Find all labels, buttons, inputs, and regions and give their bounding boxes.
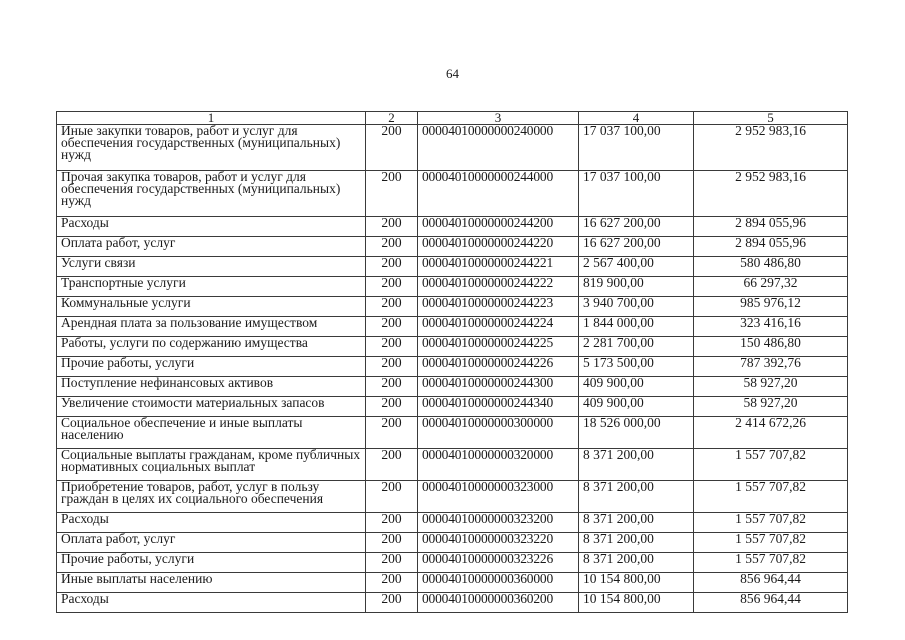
row-code-cell: 200 bbox=[366, 553, 418, 573]
row-name-cell: Прочие работы, услуги bbox=[57, 553, 366, 573]
row-code-cell: 200 bbox=[366, 171, 418, 217]
row-classification-code-cell: 00004010000000244223 bbox=[418, 297, 579, 317]
row-planned-amount-cell: 18 526 000,00 bbox=[579, 417, 694, 449]
table-row bbox=[57, 593, 848, 613]
row-executed-amount-cell: 2 952 983,16 bbox=[694, 125, 848, 171]
table-row bbox=[57, 217, 848, 237]
row-classification-code-cell: 00004010000000320000 bbox=[418, 449, 579, 481]
row-executed-amount-cell: 1 557 707,82 bbox=[694, 513, 848, 533]
row-planned-amount-cell: 409 900,00 bbox=[579, 377, 694, 397]
row-code-cell: 200 bbox=[366, 397, 418, 417]
row-planned-amount-cell: 409 900,00 bbox=[579, 397, 694, 417]
row-code-cell: 200 bbox=[366, 317, 418, 337]
row-executed-amount-cell: 1 557 707,82 bbox=[694, 449, 848, 481]
row-planned-amount-cell: 16 627 200,00 bbox=[579, 217, 694, 237]
row-code-cell: 200 bbox=[366, 217, 418, 237]
row-executed-amount-cell: 985 976,12 bbox=[694, 297, 848, 317]
row-name-cell: Расходы bbox=[57, 593, 366, 613]
row-classification-code-cell: 00004010000000244300 bbox=[418, 377, 579, 397]
row-planned-amount-cell: 5 173 500,00 bbox=[579, 357, 694, 377]
row-classification-code-cell: 00004010000000244200 bbox=[418, 217, 579, 237]
row-planned-amount-cell: 17 037 100,00 bbox=[579, 171, 694, 217]
row-executed-amount-cell: 787 392,76 bbox=[694, 357, 848, 377]
row-name-cell: Поступление нефинансовых активов bbox=[57, 377, 366, 397]
table-row bbox=[57, 337, 848, 357]
row-code-cell: 200 bbox=[366, 237, 418, 257]
row-classification-code-cell: 00004010000000244220 bbox=[418, 237, 579, 257]
row-planned-amount-cell: 8 371 200,00 bbox=[579, 513, 694, 533]
row-name-cell: Прочие работы, услуги bbox=[57, 357, 366, 377]
row-executed-amount-cell: 580 486,80 bbox=[694, 257, 848, 277]
row-code-cell: 200 bbox=[366, 357, 418, 377]
row-executed-amount-cell: 856 964,44 bbox=[694, 573, 848, 593]
row-classification-code-cell: 00004010000000360200 bbox=[418, 593, 579, 613]
row-executed-amount-cell: 1 557 707,82 bbox=[694, 481, 848, 513]
table-row bbox=[57, 171, 848, 217]
row-planned-amount-cell: 10 154 800,00 bbox=[579, 593, 694, 613]
row-classification-code-cell: 00004010000000244225 bbox=[418, 337, 579, 357]
row-name-cell: Арендная плата за пользование имуществом bbox=[57, 317, 366, 337]
row-code-cell: 200 bbox=[366, 449, 418, 481]
row-planned-amount-cell: 8 371 200,00 bbox=[579, 533, 694, 553]
row-name-cell: Расходы bbox=[57, 513, 366, 533]
row-planned-amount-cell: 2 281 700,00 bbox=[579, 337, 694, 357]
row-code-cell: 200 bbox=[366, 417, 418, 449]
row-executed-amount-cell: 2 894 055,96 bbox=[694, 237, 848, 257]
table-row bbox=[57, 513, 848, 533]
table-row bbox=[57, 125, 848, 171]
row-classification-code-cell: 00004010000000323000 bbox=[418, 481, 579, 513]
row-classification-code-cell: 00004010000000244226 bbox=[418, 357, 579, 377]
row-code-cell: 200 bbox=[366, 337, 418, 357]
row-planned-amount-cell: 1 844 000,00 bbox=[579, 317, 694, 337]
table-row bbox=[57, 237, 848, 257]
row-classification-code-cell: 00004010000000360000 bbox=[418, 573, 579, 593]
table-row bbox=[57, 397, 848, 417]
row-classification-code-cell: 00004010000000323220 bbox=[418, 533, 579, 553]
row-planned-amount-cell: 8 371 200,00 bbox=[579, 449, 694, 481]
row-planned-amount-cell: 10 154 800,00 bbox=[579, 573, 694, 593]
row-executed-amount-cell: 323 416,16 bbox=[694, 317, 848, 337]
budget-table bbox=[56, 111, 848, 613]
row-classification-code-cell: 00004010000000300000 bbox=[418, 417, 579, 449]
table-row bbox=[57, 553, 848, 573]
row-classification-code-cell: 00004010000000244224 bbox=[418, 317, 579, 337]
row-name-cell: Работы, услуги по содержанию имущества bbox=[57, 337, 366, 357]
row-name-cell: Расходы bbox=[57, 217, 366, 237]
row-code-cell: 200 bbox=[366, 125, 418, 171]
row-executed-amount-cell: 66 297,32 bbox=[694, 277, 848, 297]
row-executed-amount-cell: 1 557 707,82 bbox=[694, 533, 848, 553]
row-name-cell: Иные выплаты населению bbox=[57, 573, 366, 593]
row-classification-code-cell: 00004010000000244221 bbox=[418, 257, 579, 277]
row-name-cell: Социальные выплаты гражданам, кроме публичных нормативных социальных выплат bbox=[57, 449, 366, 481]
table-row bbox=[57, 573, 848, 593]
row-executed-amount-cell: 2 894 055,96 bbox=[694, 217, 848, 237]
row-code-cell: 200 bbox=[366, 277, 418, 297]
row-name-cell: Прочая закупка товаров, работ и услуг для обеспечения государственных (муниципальных) нужд bbox=[57, 171, 366, 217]
column-number-2: 2 bbox=[366, 112, 418, 125]
row-planned-amount-cell: 17 037 100,00 bbox=[579, 125, 694, 171]
row-code-cell: 200 bbox=[366, 297, 418, 317]
table-row bbox=[57, 449, 848, 481]
row-code-cell: 200 bbox=[366, 377, 418, 397]
row-planned-amount-cell: 16 627 200,00 bbox=[579, 237, 694, 257]
page-number: 64 bbox=[446, 66, 459, 81]
column-number-5: 5 bbox=[694, 112, 848, 125]
row-name-cell: Услуги связи bbox=[57, 257, 366, 277]
row-classification-code-cell: 00004010000000244222 bbox=[418, 277, 579, 297]
row-code-cell: 200 bbox=[366, 593, 418, 613]
row-name-cell: Оплата работ, услуг bbox=[57, 237, 366, 257]
row-classification-code-cell: 00004010000000244340 bbox=[418, 397, 579, 417]
table-row bbox=[57, 417, 848, 449]
row-code-cell: 200 bbox=[366, 573, 418, 593]
column-number-1: 1 bbox=[57, 112, 366, 125]
row-name-cell: Коммунальные услуги bbox=[57, 297, 366, 317]
row-code-cell: 200 bbox=[366, 533, 418, 553]
row-name-cell: Иные закупки товаров, работ и услуг для обеспечения государственных (муниципальных) нужд bbox=[57, 125, 366, 171]
row-planned-amount-cell: 3 940 700,00 bbox=[579, 297, 694, 317]
table-row bbox=[57, 377, 848, 397]
row-planned-amount-cell: 8 371 200,00 bbox=[579, 553, 694, 573]
table-header-row bbox=[57, 112, 848, 125]
row-executed-amount-cell: 150 486,80 bbox=[694, 337, 848, 357]
table-row bbox=[57, 277, 848, 297]
row-code-cell: 200 bbox=[366, 513, 418, 533]
column-number-4: 4 bbox=[579, 112, 694, 125]
table-row bbox=[57, 317, 848, 337]
row-code-cell: 200 bbox=[366, 257, 418, 277]
row-executed-amount-cell: 2 952 983,16 bbox=[694, 171, 848, 217]
table-row bbox=[57, 357, 848, 377]
row-name-cell: Оплата работ, услуг bbox=[57, 533, 366, 553]
row-name-cell: Социальное обеспечение и иные выплаты населению bbox=[57, 417, 366, 449]
table-row bbox=[57, 533, 848, 553]
row-planned-amount-cell: 819 900,00 bbox=[579, 277, 694, 297]
row-name-cell: Увеличение стоимости материальных запасов bbox=[57, 397, 366, 417]
row-executed-amount-cell: 58 927,20 bbox=[694, 377, 848, 397]
row-code-cell: 200 bbox=[366, 481, 418, 513]
row-executed-amount-cell: 58 927,20 bbox=[694, 397, 848, 417]
row-name-cell: Приобретение товаров, работ, услуг в пользу граждан в целях их социального обеспечения bbox=[57, 481, 366, 513]
row-planned-amount-cell: 8 371 200,00 bbox=[579, 481, 694, 513]
row-executed-amount-cell: 856 964,44 bbox=[694, 593, 848, 613]
row-name-cell: Транспортные услуги bbox=[57, 277, 366, 297]
row-executed-amount-cell: 2 414 672,26 bbox=[694, 417, 848, 449]
row-classification-code-cell: 00004010000000323226 bbox=[418, 553, 579, 573]
table-row bbox=[57, 481, 848, 513]
row-planned-amount-cell: 2 567 400,00 bbox=[579, 257, 694, 277]
row-classification-code-cell: 00004010000000244000 bbox=[418, 171, 579, 217]
row-executed-amount-cell: 1 557 707,82 bbox=[694, 553, 848, 573]
table-row bbox=[57, 297, 848, 317]
row-classification-code-cell: 00004010000000240000 bbox=[418, 125, 579, 171]
column-number-3: 3 bbox=[418, 112, 579, 125]
table-row bbox=[57, 257, 848, 277]
row-classification-code-cell: 00004010000000323200 bbox=[418, 513, 579, 533]
